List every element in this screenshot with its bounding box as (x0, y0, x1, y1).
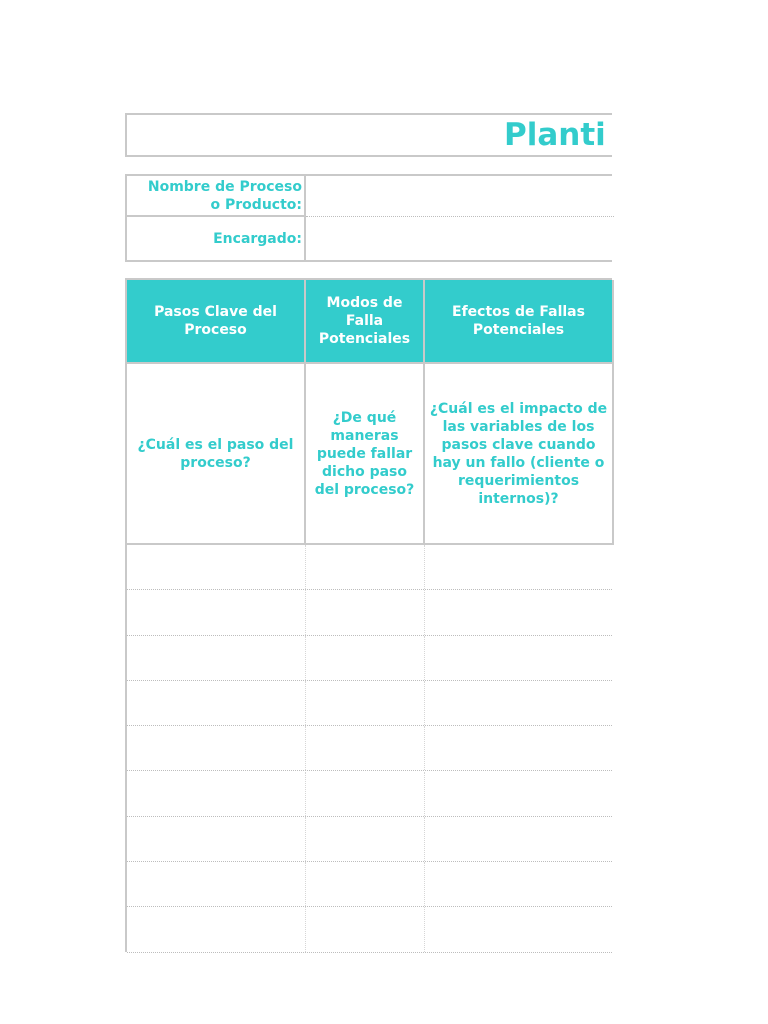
cell-failure-mode[interactable] (305, 862, 423, 906)
title-box (125, 113, 612, 157)
cell-failure-effect[interactable] (424, 772, 612, 816)
cell-failure-effect[interactable] (424, 590, 612, 634)
table-row (127, 772, 612, 817)
info-divider (127, 215, 304, 217)
question-failure-mode: ¿De qué maneras puede fallar dicho paso del proceso? (314, 409, 415, 498)
fmea-table (125, 278, 612, 952)
question-failure-effect: ¿Cuál es el impacto de las variables de los pasos clave cuando hay un fallo (cliente o requerimientos internos)? (429, 400, 608, 507)
cell-key-step[interactable] (127, 862, 304, 906)
cell-key-step[interactable] (127, 681, 304, 725)
info-divider-dotted (306, 216, 614, 217)
table-row (127, 636, 612, 681)
document-title: Planti (504, 117, 606, 153)
cell-failure-effect[interactable] (424, 545, 612, 589)
cell-failure-effect[interactable] (424, 862, 612, 906)
table-header-row (127, 280, 612, 362)
table-row (127, 907, 612, 952)
cell-failure-effect[interactable] (424, 817, 612, 861)
cell-failure-effect[interactable] (424, 636, 612, 680)
cell-key-step[interactable] (127, 907, 304, 951)
owner-field[interactable] (308, 220, 612, 256)
cell-key-step[interactable] (127, 636, 304, 680)
cell-key-step[interactable] (127, 772, 304, 816)
cell-key-step[interactable] (127, 590, 304, 634)
header-key-steps: Pasos Clave del Proceso (154, 304, 277, 338)
table-row (127, 726, 612, 771)
cell-key-step[interactable] (127, 545, 304, 589)
process-name-label-line1: Nombre de Proceso (147, 179, 302, 195)
cell-failure-mode[interactable] (305, 726, 423, 770)
cell-failure-effect[interactable] (424, 681, 612, 725)
cell-failure-mode[interactable] (305, 907, 423, 951)
cell-failure-effect[interactable] (424, 726, 612, 770)
cell-failure-mode[interactable] (305, 772, 423, 816)
cell-failure-mode[interactable] (305, 590, 423, 634)
header-failure-effects: Efectos de Fallas Potenciales (452, 304, 585, 338)
table-row (127, 862, 612, 907)
table-right-border (612, 280, 614, 545)
process-name-field[interactable] (308, 178, 612, 214)
question-key-step: ¿Cuál es el paso del proceso? (137, 436, 294, 471)
info-column-divider (304, 176, 306, 260)
cell-failure-mode[interactable] (305, 636, 423, 680)
cell-failure-mode[interactable] (305, 545, 423, 589)
cell-key-step[interactable] (127, 817, 304, 861)
cell-failure-mode[interactable] (305, 817, 423, 861)
cell-key-step[interactable] (127, 726, 304, 770)
cell-failure-mode[interactable] (305, 681, 423, 725)
table-row (127, 590, 612, 635)
cell-failure-effect[interactable] (424, 907, 612, 951)
table-row (127, 817, 612, 862)
owner-label: Encargado: (213, 231, 302, 247)
info-table (125, 174, 612, 262)
table-row (127, 681, 612, 726)
table-row (127, 545, 612, 590)
header-failure-modes: Modos de Falla Potenciales (318, 295, 411, 347)
process-name-label-line2: o Producto: (210, 197, 302, 213)
process-name-label (127, 178, 304, 214)
